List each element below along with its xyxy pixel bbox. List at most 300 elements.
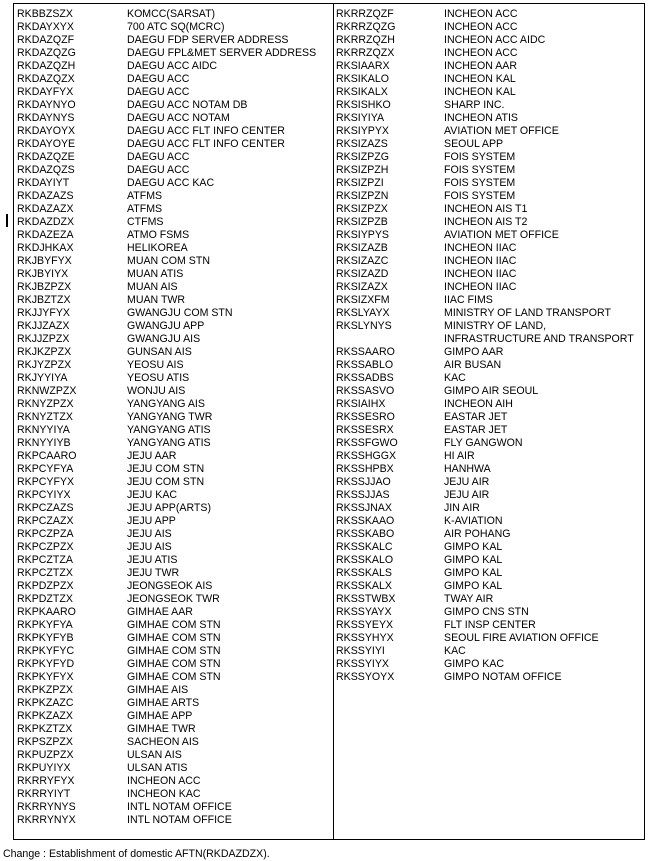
aftn-code: RKPDZPZX	[17, 580, 74, 592]
station-name: IIAC FIMS	[444, 294, 493, 306]
table-row	[17, 437, 331, 450]
station-name: INCHEON IIAC	[444, 281, 517, 293]
aftn-code: RKSIAIHX	[336, 398, 386, 410]
table-row	[336, 47, 644, 60]
station-name: INCHEON IIAC	[444, 242, 517, 254]
station-name: DAEGU ACC	[127, 151, 190, 163]
station-name: DAEGU FPL&MET SERVER ADDRESS	[127, 47, 317, 59]
station-name: GIMHAE APP	[127, 710, 193, 722]
aftn-code: RKSIZPZH	[336, 164, 389, 176]
station-name: WONJU AIS	[127, 385, 186, 397]
station-name: JIN AIR	[444, 502, 480, 514]
aftn-code: RKPKYFYC	[17, 645, 75, 657]
table-row	[17, 814, 331, 827]
station-name: GUNSAN AIS	[127, 346, 192, 358]
station-name: INCHEON KAL	[444, 86, 516, 98]
table-row	[17, 515, 331, 528]
table-row	[17, 229, 331, 242]
station-name: GIMPO CNS STN	[444, 606, 529, 618]
table-row	[17, 151, 331, 164]
aftn-code: RKDAYOYE	[17, 138, 76, 150]
aftn-code: RKSIYPYS	[336, 229, 389, 241]
table-row	[336, 333, 644, 346]
aftn-code: RKSIZAZC	[336, 255, 389, 267]
aftn-code: RKPUYIYX	[17, 762, 71, 774]
table-row	[336, 112, 644, 125]
aftn-code: RKPKAARO	[17, 606, 76, 618]
station-name: ATMO FSMS	[127, 229, 190, 241]
station-name: YANGYANG ATIS	[127, 424, 211, 436]
table-row	[17, 8, 331, 21]
aftn-code: RKSIZPZX	[336, 203, 388, 215]
station-name: SEOUL FIRE AVIATION OFFICE	[444, 632, 599, 644]
station-name: DAEGU ACC KAC	[127, 177, 215, 189]
table-row	[17, 775, 331, 788]
table-row	[336, 229, 644, 242]
station-name: AIR BUSAN	[444, 359, 502, 371]
table-row	[336, 268, 644, 281]
table-row	[336, 138, 644, 151]
table-row	[17, 255, 331, 268]
table-row	[336, 645, 644, 658]
table-row	[17, 632, 331, 645]
aftn-code: RKPCZAZX	[17, 515, 74, 527]
table-row	[17, 21, 331, 34]
aftn-code: RKJYYIYA	[17, 372, 68, 384]
station-name: FOIS SYSTEM	[444, 164, 516, 176]
table-row	[336, 398, 644, 411]
table-row	[336, 450, 644, 463]
aftn-address-table	[13, 3, 645, 840]
station-name: DAEGU ACC FLT INFO CENTER	[127, 125, 285, 137]
table-row	[17, 86, 331, 99]
table-row	[17, 281, 331, 294]
station-name: GIMPO KAC	[444, 658, 505, 670]
aftn-code: RKSSESRX	[336, 424, 394, 436]
aftn-code: RKSSKAAO	[336, 515, 395, 527]
station-name: ULSAN AIS	[127, 749, 182, 761]
table-row	[17, 723, 331, 736]
station-name: JEONGSEOK TWR	[127, 593, 220, 605]
aftn-code: RKSSKALC	[336, 541, 393, 553]
station-name: FOIS SYSTEM	[444, 177, 516, 189]
station-name: HI AIR	[444, 450, 475, 462]
table-row	[336, 567, 644, 580]
station-name: INCHEON ACC AIDC	[444, 34, 546, 46]
aftn-code: RKJBZPZX	[17, 281, 72, 293]
aftn-code: RKSIKALX	[336, 86, 388, 98]
table-row	[336, 86, 644, 99]
station-name: INTL NOTAM OFFICE	[127, 801, 232, 813]
aftn-code: RKPCZAZS	[17, 502, 74, 514]
table-row	[336, 177, 644, 190]
aftn-code: RKSSAARO	[336, 346, 395, 358]
aftn-code: RKDAYXYX	[17, 21, 74, 33]
station-name: GWANGJU AIS	[127, 333, 201, 345]
table-row	[17, 541, 331, 554]
aftn-code: RKSIYPYX	[336, 125, 389, 137]
station-name: GIMHAE ARTS	[127, 697, 200, 709]
table-row	[336, 73, 644, 86]
station-name: JEJU AIS	[127, 528, 172, 540]
station-name: 700 ATC SQ(MCRC)	[127, 21, 225, 33]
table-row	[17, 216, 331, 229]
table-row	[336, 632, 644, 645]
table-row	[17, 333, 331, 346]
station-name: JEJU COM STN	[127, 476, 205, 488]
station-name: DAEGU ACC AIDC	[127, 60, 218, 72]
table-row	[336, 411, 644, 424]
aftn-code: RKSSFGWO	[336, 437, 398, 449]
table-row	[17, 606, 331, 619]
table-row	[17, 112, 331, 125]
station-name: GIMPO NOTAM OFFICE	[444, 671, 562, 683]
table-row	[336, 463, 644, 476]
table-row	[336, 294, 644, 307]
aftn-code: RKPCZPZA	[17, 528, 74, 540]
aftn-code: RKSSYAYX	[336, 606, 392, 618]
station-name: EASTAR JET	[444, 424, 508, 436]
station-name: K-AVIATION	[444, 515, 503, 527]
station-name: JEJU AAR	[127, 450, 177, 462]
aftn-code: RKPKZAZC	[17, 697, 74, 709]
station-name: JEJU APP(ARTS)	[127, 502, 211, 514]
column-divider	[333, 4, 334, 839]
table-row	[336, 34, 644, 47]
station-name: INCHEON ACC	[127, 775, 201, 787]
table-row	[336, 528, 644, 541]
aftn-code: RKDAZQZE	[17, 151, 75, 163]
aftn-code: RKSSKALO	[336, 554, 394, 566]
station-name: YANGYANG AIS	[127, 398, 205, 410]
station-name: ULSAN ATIS	[127, 762, 188, 774]
aftn-code: RKSIZPZI	[336, 177, 384, 189]
aftn-code: RKSSYIYI	[336, 645, 385, 657]
table-row	[336, 8, 644, 21]
station-name: TWAY AIR	[444, 593, 494, 605]
aftn-code: RKSSABLO	[336, 359, 394, 371]
left-column	[17, 8, 331, 827]
table-row	[17, 398, 331, 411]
aftn-code: RKNYZPZX	[17, 398, 74, 410]
aftn-code: RKSSKALX	[336, 580, 392, 592]
station-name: JEJU COM STN	[127, 463, 205, 475]
aftn-code: RKSSJNAX	[336, 502, 392, 514]
aftn-code: RKDAZQZG	[17, 47, 76, 59]
aftn-code: RKNYYIYA	[17, 424, 70, 436]
station-name: DAEGU ACC	[127, 164, 190, 176]
aftn-code: RKJBYIYX	[17, 268, 69, 280]
aftn-code: RKSIZAZB	[336, 242, 388, 254]
aftn-code: RKRRZQZF	[336, 8, 394, 20]
station-name: YANGYANG ATIS	[127, 437, 211, 449]
table-row	[17, 242, 331, 255]
table-row	[17, 47, 331, 60]
station-name: MINISTRY OF LAND TRANSPORT	[444, 307, 611, 319]
station-name: FLT INSP CENTER	[444, 619, 536, 631]
station-name: AVIATION MET OFFICE	[444, 125, 559, 137]
aftn-code: RKDAYFYX	[17, 86, 74, 98]
aftn-code: RKPCZTZX	[17, 567, 73, 579]
table-row	[336, 125, 644, 138]
station-name: JEONGSEOK AIS	[127, 580, 213, 592]
aftn-code: RKDAZQZF	[17, 34, 75, 46]
station-name: KAC	[444, 372, 466, 384]
station-name: INCHEON ATIS	[444, 112, 518, 124]
table-row	[17, 710, 331, 723]
table-row	[17, 320, 331, 333]
table-row	[17, 463, 331, 476]
table-row	[17, 528, 331, 541]
aftn-code: RKDAZQZS	[17, 164, 75, 176]
station-name: INCHEON IIAC	[444, 255, 517, 267]
table-row	[17, 268, 331, 281]
aftn-code: RKSSASVO	[336, 385, 395, 397]
station-name: GIMHAE COM STN	[127, 671, 221, 683]
station-name: EASTAR JET	[444, 411, 508, 423]
table-row	[17, 60, 331, 73]
station-name: GIMHAE COM STN	[127, 645, 221, 657]
aftn-code: RKSSYIYX	[336, 658, 389, 670]
table-row	[336, 99, 644, 112]
aftn-code: RKSIZXFM	[336, 294, 390, 306]
aftn-code: RKNWZPZX	[17, 385, 77, 397]
table-row	[336, 541, 644, 554]
table-row	[336, 554, 644, 567]
aftn-code: RKPKZTZX	[17, 723, 73, 735]
aftn-code: RKSSADBS	[336, 372, 394, 384]
aftn-code: RKDJHKAX	[17, 242, 74, 254]
station-name: YANGYANG TWR	[127, 411, 213, 423]
table-row	[17, 385, 331, 398]
station-name: CTFMS	[127, 216, 164, 228]
aftn-code: RKSIZPZN	[336, 190, 389, 202]
station-name: DAEGU ACC	[127, 86, 190, 98]
table-row	[17, 736, 331, 749]
station-name: AIR POHANG	[444, 528, 511, 540]
aftn-code: RKDAZAZS	[17, 190, 74, 202]
station-name: INCHEON ACC	[444, 21, 518, 33]
aftn-code: RKSIKALO	[336, 73, 389, 85]
table-row	[336, 190, 644, 203]
aftn-code: RKRRYFYX	[17, 775, 75, 787]
aftn-code: RKRRZQZX	[336, 47, 395, 59]
table-row	[17, 164, 331, 177]
table-row	[17, 684, 331, 697]
aftn-code: RKSIYIYA	[336, 112, 385, 124]
change-bar	[6, 214, 8, 227]
aftn-code: RKRRYNYS	[17, 801, 76, 813]
station-name: MUAN ATIS	[127, 268, 184, 280]
table-row	[17, 372, 331, 385]
aftn-code: RKPKYFYX	[17, 671, 74, 683]
station-name: GIMHAE TWR	[127, 723, 196, 735]
table-row	[17, 411, 331, 424]
table-row	[336, 502, 644, 515]
table-row	[17, 671, 331, 684]
aftn-code: RKSSTWBX	[336, 593, 396, 605]
aftn-code: RKDAYNYS	[17, 112, 75, 124]
station-name: GIMHAE COM STN	[127, 619, 221, 631]
station-name: JEJU AIR	[444, 476, 490, 488]
aftn-code: RKPKZPZX	[17, 684, 73, 696]
aftn-code: RKDAZEZA	[17, 229, 74, 241]
table-row	[336, 385, 644, 398]
change-footnote: Change : Establishment of domestic AFTN(RKDAZDZX).	[3, 848, 270, 860]
station-name: INCHEON AIS T2	[444, 216, 528, 228]
table-row	[17, 424, 331, 437]
station-name: GIMHAE COM STN	[127, 658, 221, 670]
station-name: JEJU AIS	[127, 541, 172, 553]
table-row	[17, 697, 331, 710]
aftn-code: RKDAYNYO	[17, 99, 76, 111]
aftn-code: RKPKYFYA	[17, 619, 73, 631]
table-row	[17, 788, 331, 801]
station-name: SEOUL APP	[444, 138, 504, 150]
aftn-code: RKSSYOYX	[336, 671, 395, 683]
aftn-code: RKSIZPZG	[336, 151, 389, 163]
table-row	[336, 320, 644, 333]
table-row	[17, 749, 331, 762]
station-name: GIMHAE AAR	[127, 606, 193, 618]
table-row	[17, 73, 331, 86]
station-name: MUAN COM STN	[127, 255, 210, 267]
station-name: JEJU ATIS	[127, 554, 178, 566]
aftn-code: RKSIZAZS	[336, 138, 388, 150]
station-name: GIMPO KAL	[444, 554, 503, 566]
table-row	[17, 190, 331, 203]
table-row	[336, 255, 644, 268]
table-row	[336, 203, 644, 216]
table-row	[336, 307, 644, 320]
station-name: DAEGU ACC NOTAM DB	[127, 99, 248, 111]
aftn-code: RKSIZAZX	[336, 281, 388, 293]
aftn-code: RKDAZQZH	[17, 60, 76, 72]
station-name: AVIATION MET OFFICE	[444, 229, 559, 241]
station-name: INCHEON ACC	[444, 47, 518, 59]
table-row	[336, 476, 644, 489]
aftn-code: RKNYZTZX	[17, 411, 73, 423]
station-name: YEOSU ATIS	[127, 372, 190, 384]
aftn-code: RKSIZAZD	[336, 268, 389, 280]
station-name: YEOSU AIS	[127, 359, 184, 371]
station-name: FOIS SYSTEM	[444, 190, 516, 202]
table-row	[17, 476, 331, 489]
aftn-code: RKSIZPZB	[336, 216, 388, 228]
aftn-code: RKSLYNYS	[336, 320, 392, 332]
table-row	[336, 359, 644, 372]
aftn-code: RKJJZAZX	[17, 320, 70, 332]
table-row	[336, 164, 644, 177]
table-row	[17, 645, 331, 658]
table-row	[336, 346, 644, 359]
aftn-code: RKSSJJAO	[336, 476, 391, 488]
right-column	[336, 8, 644, 684]
aftn-code: RKRRZQZG	[336, 21, 396, 33]
table-row	[17, 502, 331, 515]
table-row	[17, 619, 331, 632]
aftn-code: RKDAZQZX	[17, 73, 75, 85]
aftn-code: RKSSJJAS	[336, 489, 390, 501]
aftn-code: RKRRYNYX	[17, 814, 76, 826]
station-name: JEJU KAC	[127, 489, 178, 501]
table-row	[17, 554, 331, 567]
table-row	[17, 593, 331, 606]
station-name: ATFMS	[127, 203, 163, 215]
aftn-code: RKJBYFYX	[17, 255, 72, 267]
aftn-code: RKPCZTZA	[17, 554, 73, 566]
table-row	[17, 307, 331, 320]
station-name: HELIKOREA	[127, 242, 188, 254]
station-name: FLY GANGWON	[444, 437, 523, 449]
table-row	[336, 606, 644, 619]
aftn-code: RKDAYOYX	[17, 125, 76, 137]
aftn-code: RKSSKABO	[336, 528, 395, 540]
station-name: SHARP INC.	[444, 99, 505, 111]
aftn-code: RKPCAARO	[17, 450, 77, 462]
aftn-code: RKSSHPBX	[336, 463, 394, 475]
station-name: GIMPO AAR	[444, 346, 504, 358]
station-name: HANHWA	[444, 463, 491, 475]
table-row	[17, 567, 331, 580]
table-row	[336, 216, 644, 229]
aftn-code: RKJKZPZX	[17, 346, 72, 358]
station-name: KOMCC(SARSAT)	[127, 8, 216, 20]
table-row	[17, 138, 331, 151]
table-row	[336, 372, 644, 385]
aftn-code: RKRRYIYT	[17, 788, 71, 800]
station-name: DAEGU ACC FLT INFO CENTER	[127, 138, 285, 150]
station-name: GWANGJU COM STN	[127, 307, 233, 319]
aftn-code: RKSIAARX	[336, 60, 390, 72]
station-name: KAC	[444, 645, 466, 657]
aftn-code: RKDAYIYT	[17, 177, 70, 189]
aftn-code: RKJBZTZX	[17, 294, 71, 306]
table-row	[336, 580, 644, 593]
station-name: GIMPO KAL	[444, 541, 503, 553]
table-row	[336, 619, 644, 632]
aftn-code: RKJYZPZX	[17, 359, 72, 371]
aftn-code: RKBBZSZX	[17, 8, 73, 20]
station-name: INCHEON AIH	[444, 398, 513, 410]
aftn-code: RKPSZPZX	[17, 736, 73, 748]
table-row	[17, 177, 331, 190]
station-name: INCHEON IIAC	[444, 268, 517, 280]
table-row	[336, 281, 644, 294]
station-name: DAEGU ACC	[127, 73, 190, 85]
aftn-code: RKDAZDZX	[17, 216, 75, 228]
station-name: MINISTRY OF LAND,	[444, 320, 547, 332]
table-row	[336, 593, 644, 606]
table-row	[17, 489, 331, 502]
table-row	[17, 203, 331, 216]
table-row	[336, 437, 644, 450]
table-row	[336, 242, 644, 255]
station-name: JEJU AIR	[444, 489, 490, 501]
table-row	[336, 424, 644, 437]
table-row	[17, 125, 331, 138]
aftn-code: RKPCYIYX	[17, 489, 71, 501]
table-row	[17, 346, 331, 359]
aftn-code: RKPKZAZX	[17, 710, 73, 722]
station-name: GIMPO KAL	[444, 567, 503, 579]
table-row	[17, 99, 331, 112]
aftn-code: RKNYYIYB	[17, 437, 71, 449]
station-name: DAEGU FDP SERVER ADDRESS	[127, 34, 289, 46]
aftn-code: RKPKYFYD	[17, 658, 75, 670]
aftn-code: RKSLYAYX	[336, 307, 390, 319]
station-name: GIMPO KAL	[444, 580, 503, 592]
